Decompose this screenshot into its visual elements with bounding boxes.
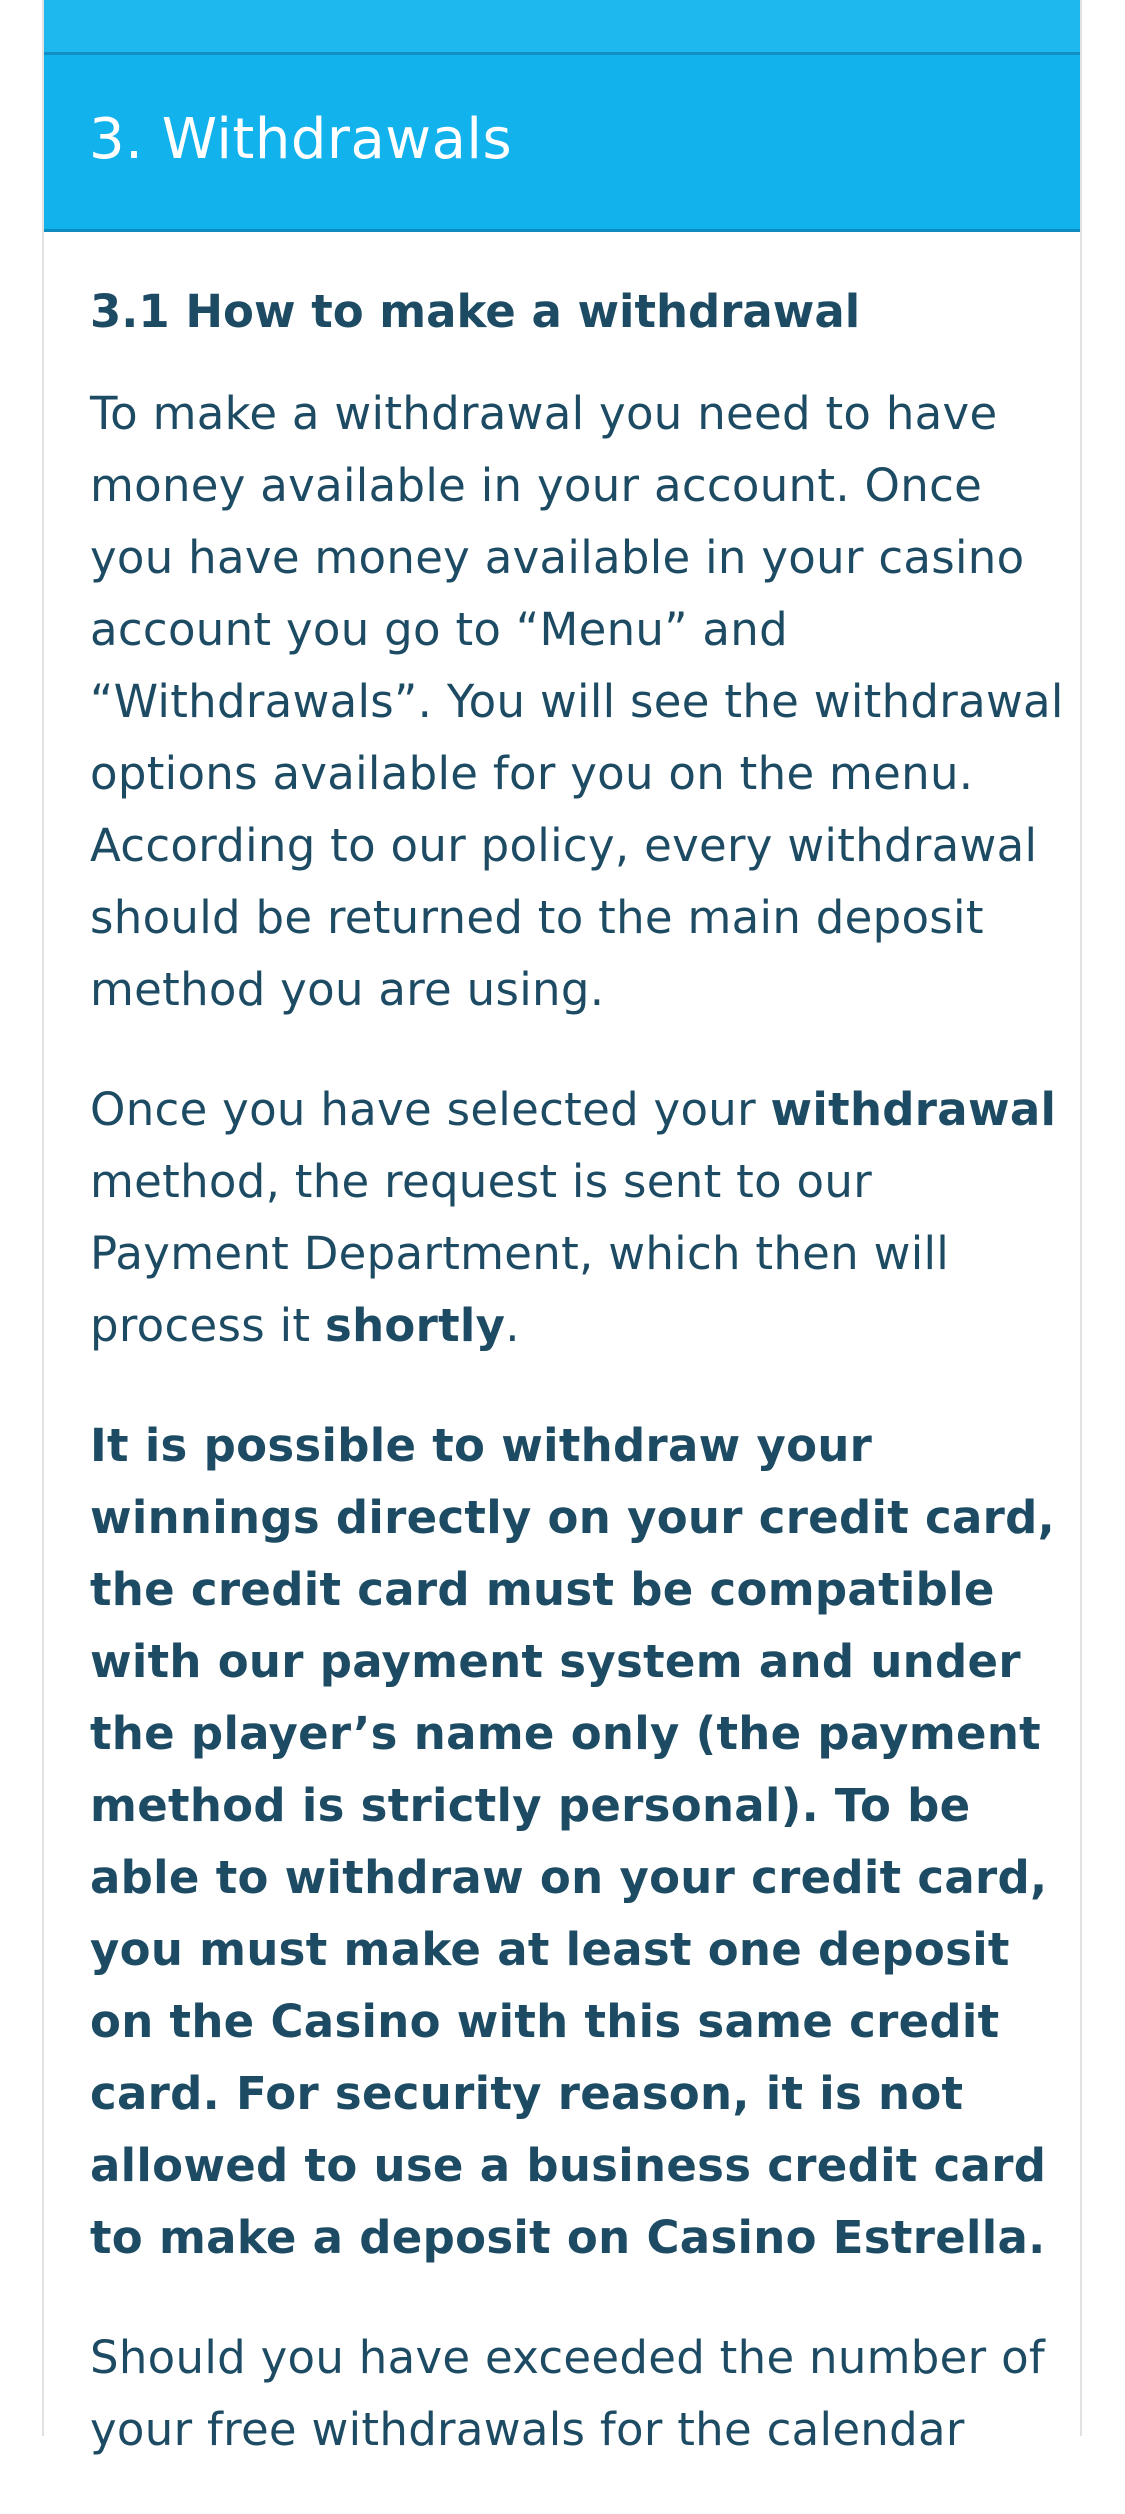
paragraph-intro: To make a withdrawal you need to have money available in your account. Once you have money available in your casino account you go to “Menu” and “Withdrawals”. You will see the withdrawal options available for you on the menu. According to our policy, every withdrawal should be returned to the main deposit method you are using. xyxy=(90,387,1064,1016)
previous-section-header[interactable] xyxy=(44,0,1080,55)
paragraph-process-bold-withdrawal: withdrawal xyxy=(770,1083,1057,1136)
paragraph-process-text-3: . xyxy=(505,1299,520,1352)
paragraph-credit-card: It is possible to withdraw your winnings directly on your credit card, the credit card must be compatible with our payment system and under the player’s name only (the payment method is strictly personal). To be able to withdraw on your credit card, you must make at least one deposit on the Casino with this same credit card. For security reason, it is not allowed to use a business credit card to make a deposit on Casino Estrella. xyxy=(90,1419,1056,2264)
section-content xyxy=(90,276,1080,2514)
faq-card xyxy=(42,0,1082,2456)
paragraph-process-text-2: method, the request is sent to our Payment Department, which then will process it xyxy=(90,1155,950,1352)
subsection-title: 3.1 How to make a withdrawal xyxy=(90,285,861,338)
section-header-withdrawals[interactable] xyxy=(44,55,1080,232)
paragraph-free-withdrawals: Should you have exceeded the number of your free withdrawals for the calendar xyxy=(90,2331,1046,2456)
paragraph-process xyxy=(90,1074,1080,1362)
paragraph-process-bold-shortly: shortly xyxy=(324,1299,506,1352)
section-title: 3. Withdrawals xyxy=(89,107,513,172)
paragraph-process-text-1: Once you have selected your xyxy=(90,1083,771,1136)
